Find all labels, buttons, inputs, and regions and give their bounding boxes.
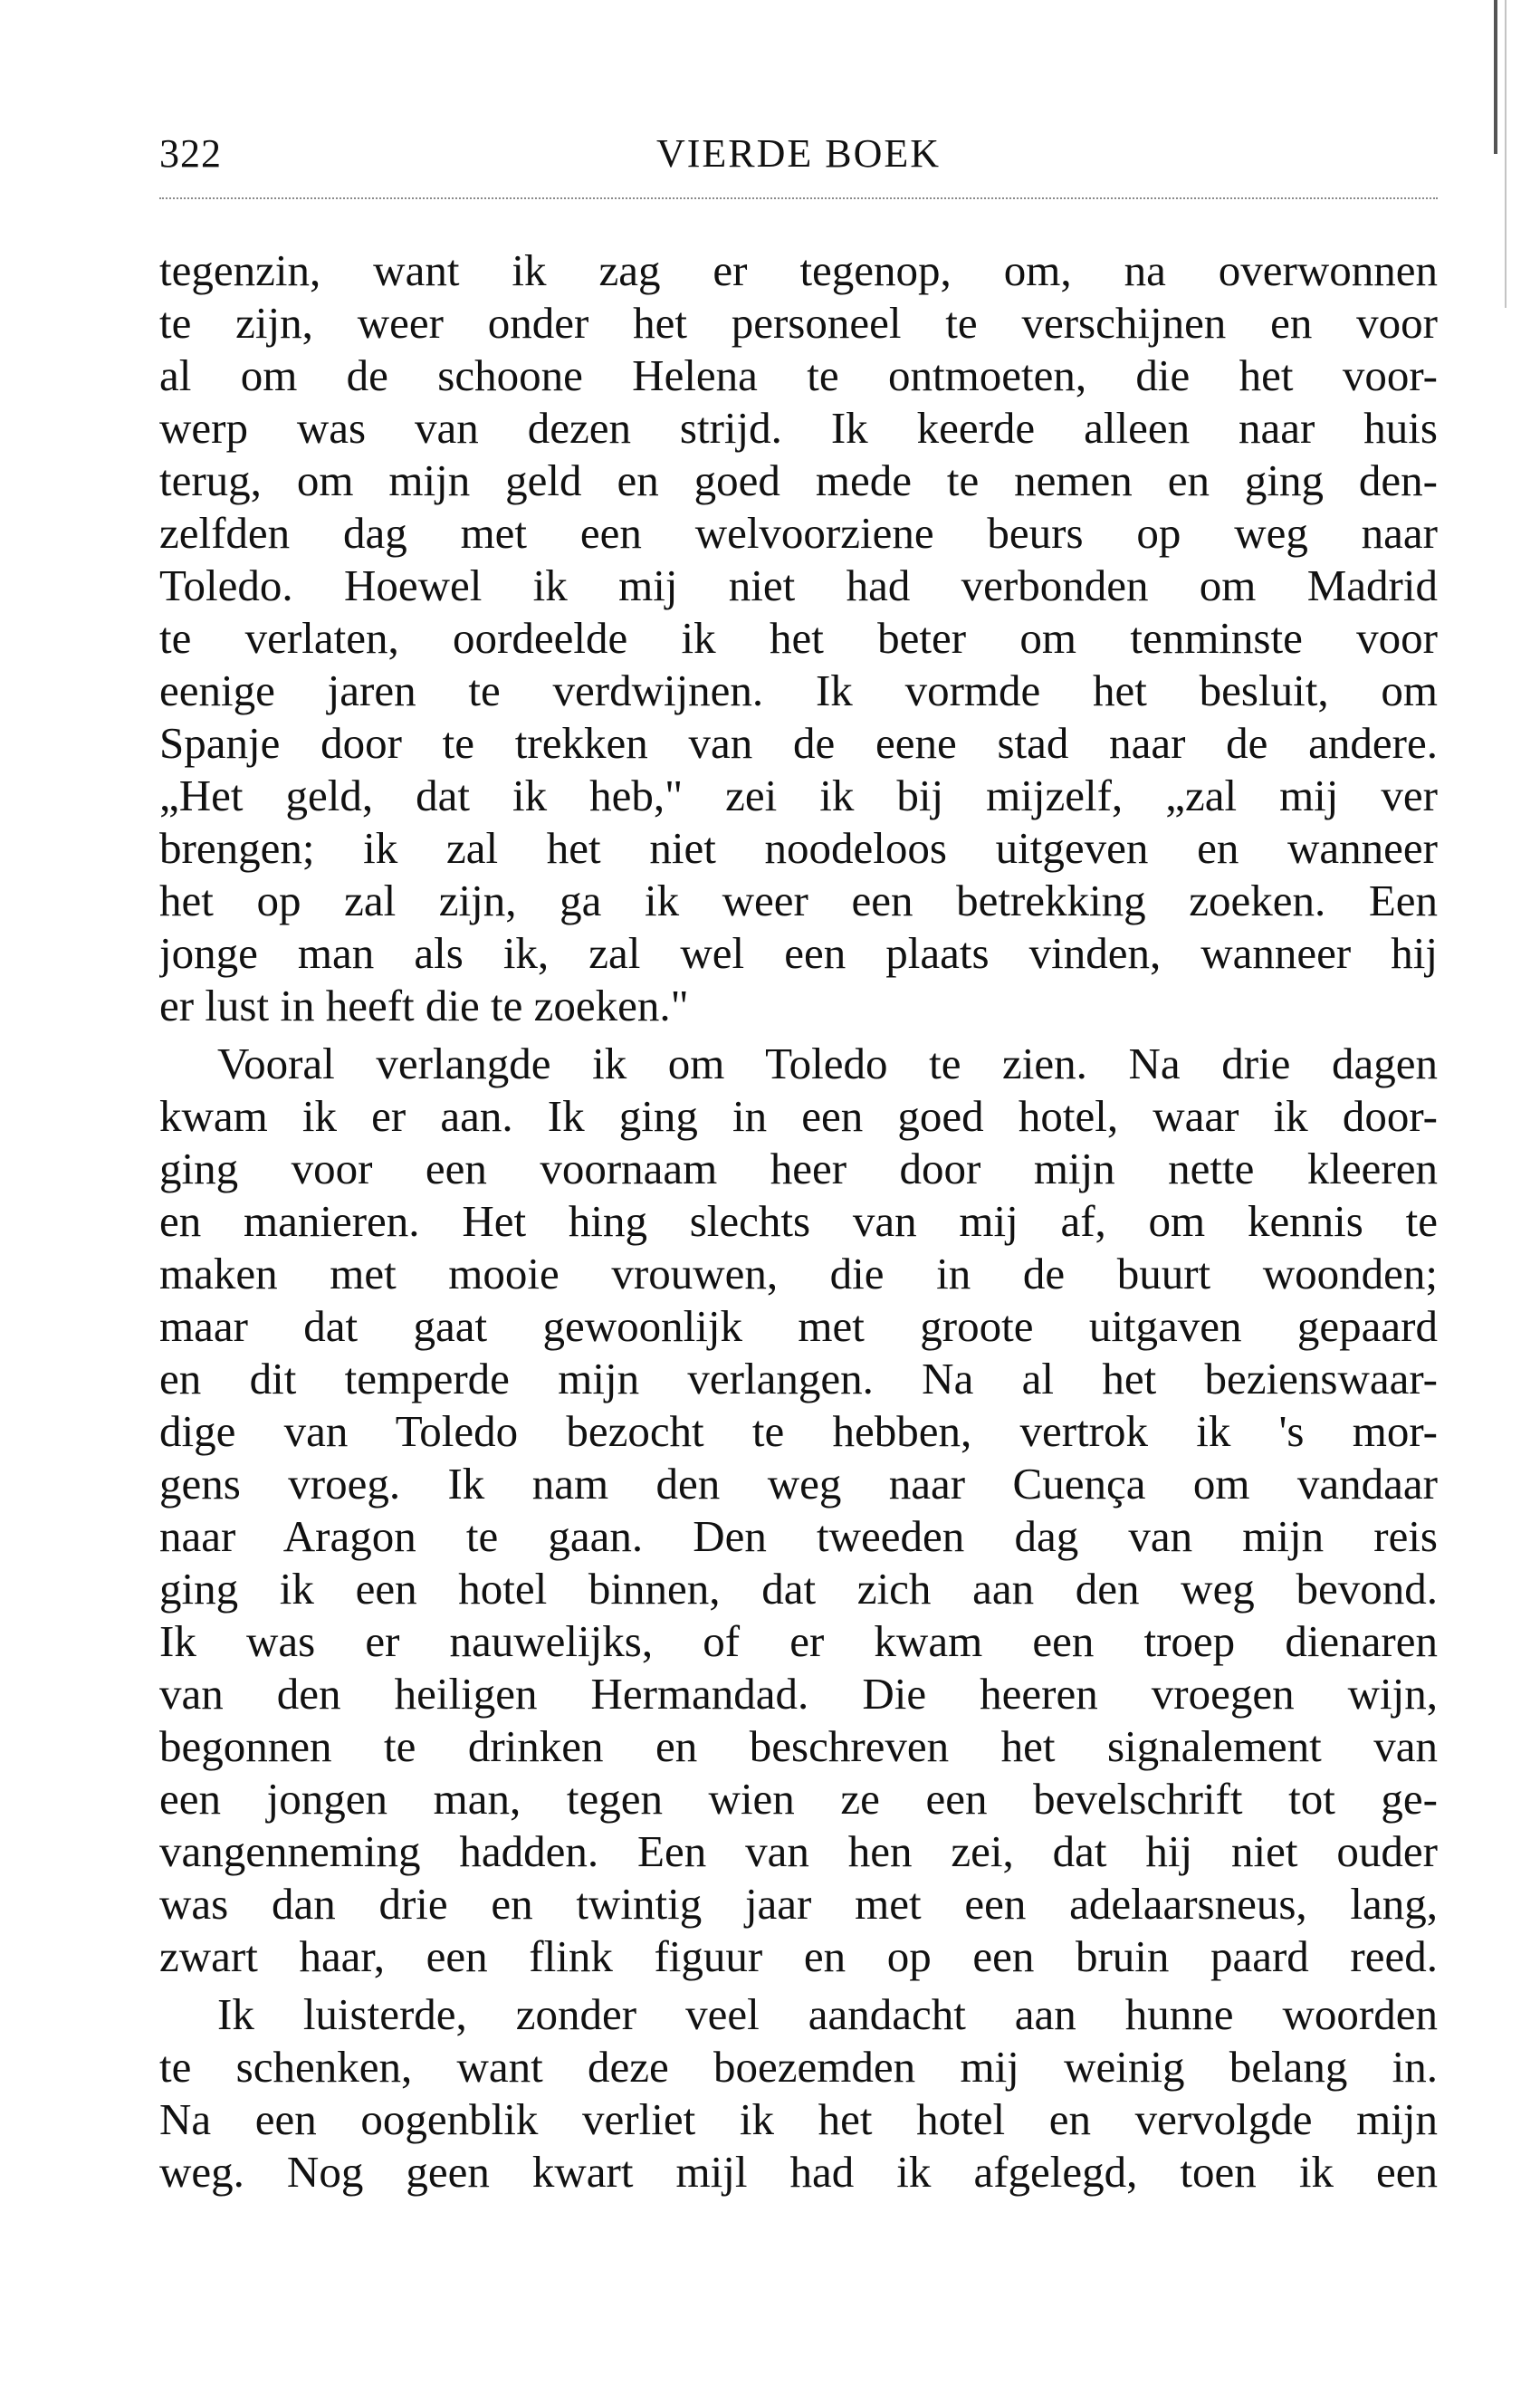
book-title: VIERDE BOEK bbox=[655, 131, 942, 176]
text-line: naar Aragon te gaan. Den tweeden dag van mijn reis bbox=[159, 1511, 1438, 1561]
text-line: Ik was er nauwelijks, of er kwam een troep dienaren bbox=[159, 1616, 1438, 1666]
scan-edge-shadow bbox=[1505, 0, 1507, 308]
text-line: Spanje door te trekken van de eene stad naar de andere. bbox=[159, 718, 1438, 768]
text-line: begonnen te drinken en beschreven het signalement van bbox=[159, 1721, 1438, 1771]
text-line: brengen; ik zal het niet noodeloos uitgeven en wanneer bbox=[159, 823, 1438, 873]
text-line: jonge man als ik, zal wel een plaats vinden, wanneer hij bbox=[159, 928, 1438, 978]
text-line: ging voor een voornaam heer door mijn nette kleeren bbox=[159, 1144, 1438, 1193]
text-line: een jongen man, tegen wien ze een bevelschrift tot ge- bbox=[159, 1774, 1438, 1824]
body-text bbox=[159, 244, 1438, 2198]
scan-edge-mark bbox=[1494, 0, 1497, 154]
text-line: en manieren. Het hing slechts van mij af, om kennis te bbox=[159, 1196, 1438, 1246]
text-line: werp was van dezen strijd. Ik keerde alleen naar huis bbox=[159, 403, 1438, 453]
text-line: al om de schoone Helena te ontmoeten, die het voor- bbox=[159, 350, 1438, 400]
text-line: er lust in heeft die te zoeken." bbox=[159, 981, 689, 1030]
text-line: te verlaten, oordeelde ik het beter om tenminste voor bbox=[159, 613, 1438, 663]
text-line: tegenzin, want ik zag er tegenop, om, na overwonnen bbox=[159, 245, 1438, 295]
text-line: Ik luisterde, zonder veel aandacht aan hunne woorden bbox=[217, 1989, 1438, 2039]
page-number: 322 bbox=[159, 131, 222, 176]
text-line: Vooral verlangde ik om Toledo te zien. Na drie dagen bbox=[217, 1039, 1438, 1088]
text-line: te zijn, weer onder het personeel te verschijnen en voor bbox=[159, 298, 1438, 348]
text-line: te schenken, want deze boezemden mij weinig belang in. bbox=[159, 2042, 1438, 2092]
text-line: het op zal zijn, ga ik weer een betrekking zoeken. Een bbox=[159, 876, 1438, 925]
text-line: maken met mooie vrouwen, die in de buurt woonden; bbox=[159, 1249, 1438, 1298]
text-line: Na een oogenblik verliet ik het hotel en vervolgde mijn bbox=[159, 2094, 1438, 2144]
text-line: weg. Nog geen kwart mijl had ik afgelegd, toen ik een bbox=[159, 2147, 1438, 2197]
text-line: „Het geld, dat ik heb," zei ik bij mijzelf, „zal mij ver bbox=[159, 771, 1438, 820]
text-line: en dit temperde mijn verlangen. Na al het bezienswaar- bbox=[159, 1354, 1438, 1403]
text-line: was dan drie en twintig jaar met een adelaarsneus, lang, bbox=[159, 1879, 1438, 1929]
running-head bbox=[159, 127, 1438, 190]
text-line: kwam ik er aan. Ik ging in een goed hotel, waar ik door- bbox=[159, 1091, 1438, 1141]
text-line: terug, om mijn geld en goed mede te nemen en ging den- bbox=[159, 455, 1438, 505]
text-line: ging ik een hotel binnen, dat zich aan den weg bevond. bbox=[159, 1564, 1438, 1614]
text-line: vangenneming hadden. Een van hen zei, dat hij niet ouder bbox=[159, 1826, 1438, 1876]
text-line: van den heiligen Hermandad. Die heeren vroegen wijn, bbox=[159, 1669, 1438, 1719]
text-line: eenige jaren te verdwijnen. Ik vormde het besluit, om bbox=[159, 666, 1438, 715]
text-line: dige van Toledo bezocht te hebben, vertrok ik 's mor- bbox=[159, 1406, 1438, 1456]
text-line: gens vroeg. Ik nam den weg naar Cuença om vandaar bbox=[159, 1459, 1438, 1509]
text-line: zwart haar, een flink figuur en op een bruin paard reed. bbox=[159, 1931, 1438, 1981]
text-line: Toledo. Hoewel ik mij niet had verbonden om Madrid bbox=[159, 560, 1438, 610]
text-line: zelfden dag met een welvoorziene beurs op weg naar bbox=[159, 508, 1438, 558]
text-line: maar dat gaat gewoonlijk met groote uitgaven gepaard bbox=[159, 1301, 1438, 1351]
header-divider bbox=[159, 197, 1438, 199]
